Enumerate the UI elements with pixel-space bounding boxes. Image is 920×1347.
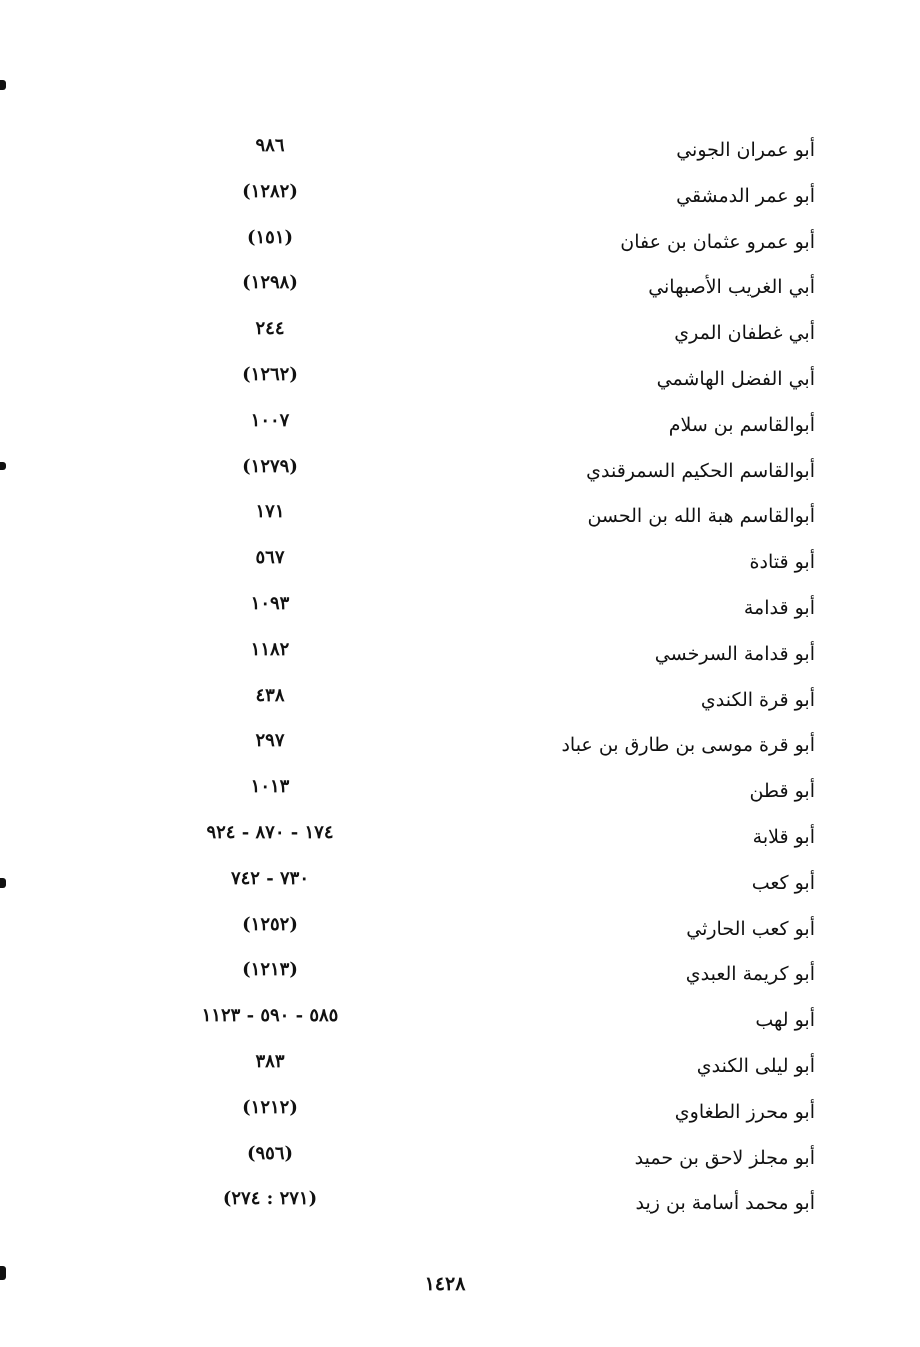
entry-reference: ٩٨٦ <box>255 135 285 156</box>
entry-name: أبو قطن <box>749 780 815 803</box>
index-row <box>0 1003 920 1049</box>
entry-reference: (١٢١٢) <box>242 1096 298 1118</box>
entry-reference: ٣٨٣ <box>255 1050 285 1072</box>
entry-name: أبو عمران الجوني <box>676 139 815 161</box>
index-row <box>0 1095 920 1141</box>
entry-name: أبو محرز الطغاوي <box>674 1100 815 1123</box>
index-row <box>0 774 920 820</box>
index-row <box>0 545 920 591</box>
index-row <box>0 499 920 545</box>
entry-reference: (١٢١٣) <box>242 959 298 981</box>
entry-reference: ١١٨٢ <box>250 638 290 660</box>
entry-reference: ٥٦٧ <box>255 547 285 569</box>
index-row <box>0 1049 920 1095</box>
index-row <box>0 957 920 1003</box>
entry-reference: ٢٤٤ <box>255 318 285 340</box>
entry-reference: ٧٣٠ - ٧٤٢ <box>230 867 310 889</box>
entry-reference: ١٠٩٣ <box>250 592 290 614</box>
index-row <box>0 454 920 500</box>
entry-name: أبو كعب <box>751 871 815 894</box>
index-row <box>0 912 920 958</box>
index-row <box>0 362 920 408</box>
entry-name: أبي الغريب الأصبهاني <box>648 276 815 299</box>
entry-reference: (٩٥٦) <box>246 1142 294 1164</box>
index-row <box>0 866 920 912</box>
index-row <box>0 1141 920 1187</box>
entry-name: أبو قدامة السرخسي <box>654 642 815 665</box>
index-row <box>0 408 920 454</box>
entry-name: أبو قتادة <box>749 551 815 574</box>
entry-reference: (٢٧١ : ٢٧٤) <box>222 1188 318 1210</box>
entry-name: أبو عمر الدمشقي <box>676 184 815 207</box>
entry-name: أبو قدامة <box>743 596 815 619</box>
index-row <box>0 133 920 179</box>
entry-name: أبو كريمة العبدي <box>685 963 815 986</box>
entry-reference: ١٧٤ - ٨٧٠ - ٩٢٤ <box>206 821 334 843</box>
index-row <box>0 683 920 729</box>
index-row <box>0 820 920 866</box>
entry-name: أبو محمد أسامة بن زيد <box>635 1192 815 1215</box>
entry-reference: (١٥١) <box>246 226 294 248</box>
entry-reference: (١٢٦٢) <box>242 363 298 385</box>
page-number: ١٤٢٨ <box>424 1273 466 1295</box>
entry-reference: (١٢٧٩) <box>242 455 298 477</box>
entry-name: أبو قرة موسى بن طارق بن عباد <box>561 734 815 757</box>
entry-reference: ٥٨٥ - ٥٩٠ - ١١٢٣ <box>201 1005 339 1027</box>
index-row <box>0 179 920 225</box>
entry-name: أبو عمرو عثمان بن عفان <box>620 230 815 253</box>
entry-name: أبي الفضل الهاشمي <box>656 367 815 390</box>
index-row <box>0 225 920 271</box>
entry-reference: ٢٩٧ <box>255 730 285 752</box>
margin-mark <box>0 80 6 90</box>
index-row <box>0 270 920 316</box>
entry-name: أبوالقاسم هبة الله بن الحسن <box>587 505 815 528</box>
index-row <box>0 728 920 774</box>
entry-name: أبوالقاسم بن سلام <box>668 413 815 436</box>
entry-reference: (١٢٥٢) <box>242 913 298 935</box>
entry-reference: (١٢٩٨) <box>242 272 298 294</box>
entry-name: أبو مجلز لاحق بن حميد <box>634 1146 815 1169</box>
entry-reference: ١٠٠٧ <box>250 409 290 431</box>
entry-name: أبو لهب <box>755 1009 815 1032</box>
index-row <box>0 316 920 362</box>
entry-reference: ١٧١ <box>255 501 285 523</box>
entry-reference: (١٢٨٢) <box>242 180 298 202</box>
entry-name: أبو ليلى الكندي <box>696 1054 815 1077</box>
index-row <box>0 591 920 637</box>
entry-name: أبو قلابة <box>752 825 815 848</box>
entry-name: أبو قرة الكندي <box>700 688 815 711</box>
entry-name: أبوالقاسم الحكيم السمرقندي <box>586 459 815 482</box>
index-list <box>0 133 920 1232</box>
entry-reference: ٤٣٨ <box>255 684 285 706</box>
entry-name: أبي غطفان المري <box>674 322 815 345</box>
index-row <box>0 637 920 683</box>
index-row <box>0 1186 920 1232</box>
entry-reference: ١٠١٣ <box>250 776 290 798</box>
entry-name: أبو كعب الحارثي <box>686 917 815 940</box>
